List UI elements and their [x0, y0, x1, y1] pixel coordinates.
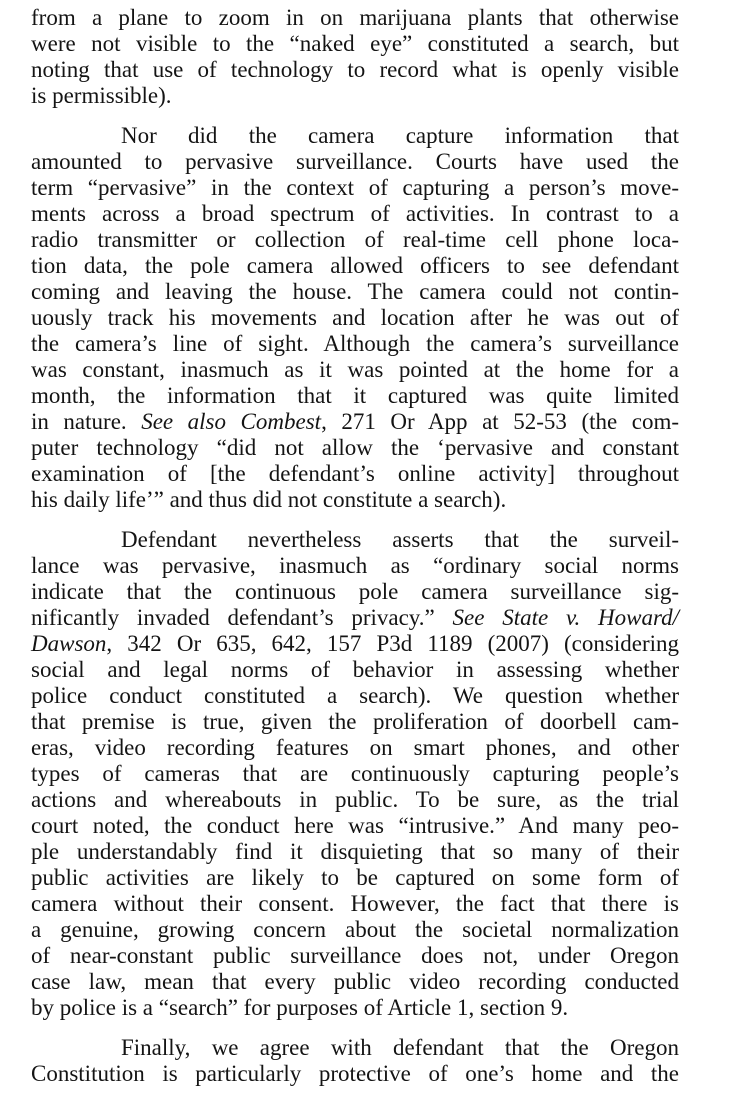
- body-text: a genuine, growing concern about the societal normalization: [31, 917, 679, 942]
- body-text: Constitution is particularly protective of one’s home and the: [31, 1061, 679, 1086]
- text-line: [31, 631, 679, 657]
- text-line: [31, 865, 679, 891]
- body-text: public activities are likely to be captured on some form of: [31, 865, 679, 890]
- body-text: coming and leaving the house. The camera could not contin-: [31, 279, 679, 304]
- text-line: [31, 995, 679, 1021]
- text-line: [31, 201, 679, 227]
- paragraph: [31, 1035, 679, 1087]
- text-line: [31, 487, 679, 513]
- body-text: term “pervasive” in the context of capturing a person’s move-: [31, 175, 679, 200]
- text-line: [31, 813, 679, 839]
- body-text: were not visible to the “naked eye” constituted a search, but: [31, 31, 679, 56]
- body-text: case law, mean that every public video recording conducted: [31, 969, 679, 994]
- body-text: by police is a “search” for purposes of Article 1, section 9.: [31, 995, 569, 1020]
- text-line: [31, 683, 679, 709]
- body-text: actions and whereabouts in public. To be sure, as the trial: [31, 787, 679, 812]
- body-text: puter technology “did not allow the ‘pervasive and constant: [31, 435, 679, 460]
- text-line: [31, 83, 679, 109]
- paragraph: [31, 5, 679, 109]
- body-text: ments across a broad spectrum of activities. In contrast to a: [31, 201, 679, 226]
- body-text: , 271 Or App at 52-53 (the com-: [321, 409, 680, 434]
- citation-italic-text: See State v. Howard/: [452, 605, 679, 630]
- text-line: [31, 409, 679, 435]
- body-text: Nor did the camera capture information that: [121, 123, 679, 148]
- text-line: [31, 969, 679, 995]
- text-line: [31, 123, 679, 149]
- text-line: [31, 149, 679, 175]
- text-line: [31, 57, 679, 83]
- body-text: is permissible).: [31, 83, 172, 108]
- body-text: lance was pervasive, inasmuch as “ordinary social norms: [31, 553, 679, 578]
- text-line: [31, 917, 679, 943]
- text-line: [31, 175, 679, 201]
- body-text: Defendant nevertheless asserts that the surveil-: [121, 527, 679, 552]
- text-line: [31, 357, 679, 383]
- text-line: [31, 735, 679, 761]
- text-line: [31, 839, 679, 865]
- body-text: that premise is true, given the proliferation of doorbell cam-: [31, 709, 679, 734]
- body-text: tion data, the pole camera allowed officers to see defendant: [31, 253, 679, 278]
- text-line: [31, 227, 679, 253]
- text-line: [31, 709, 679, 735]
- opinion-text-block: [31, 5, 679, 1087]
- text-line: [31, 579, 679, 605]
- text-line: [31, 943, 679, 969]
- body-text: of near-constant public surveillance does not, under Oregon: [31, 943, 679, 968]
- text-line: [31, 31, 679, 57]
- text-line: [31, 383, 679, 409]
- body-text: police conduct constituted a search). We question whether: [31, 683, 679, 708]
- text-line: [31, 279, 679, 305]
- body-text: court noted, the conduct here was “intrusive.” And many peo-: [31, 813, 679, 838]
- text-line: [31, 461, 679, 487]
- body-text: , 342 Or 635, 642, 157 P3d 1189 (2007) (considering: [106, 631, 679, 656]
- body-text: was constant, inasmuch as it was pointed at the home for a: [31, 357, 679, 382]
- body-text: amounted to pervasive surveillance. Courts have used the: [31, 149, 679, 174]
- citation-italic-text: Dawson: [31, 631, 107, 656]
- paragraph: [31, 123, 679, 513]
- paragraph: [31, 527, 679, 1021]
- text-line: [31, 527, 679, 553]
- body-text: eras, video recording features on smart phones, and other: [31, 735, 679, 760]
- body-text: radio transmitter or collection of real-time cell phone loca-: [31, 227, 679, 252]
- body-text: indicate that the continuous pole camera surveillance sig-: [31, 579, 679, 604]
- text-line: [31, 5, 679, 31]
- text-line: [31, 787, 679, 813]
- body-text: examination of [the defendant’s online activity] throughout: [31, 461, 679, 486]
- text-line: [31, 331, 679, 357]
- text-line: [31, 553, 679, 579]
- body-text: in nature.: [31, 409, 142, 434]
- body-text: nificantly invaded defendant’s privacy.”: [31, 605, 453, 630]
- text-line: [31, 435, 679, 461]
- text-line: [31, 1035, 679, 1061]
- text-line: [31, 305, 679, 331]
- text-line: [31, 253, 679, 279]
- body-text: camera without their consent. However, the fact that there is: [31, 891, 679, 916]
- body-text: the camera’s line of sight. Although the camera’s surveillance: [31, 331, 679, 356]
- text-line: [31, 761, 679, 787]
- body-text: types of cameras that are continuously capturing people’s: [31, 761, 679, 786]
- body-text: month, the information that it captured was quite limited: [31, 383, 679, 408]
- body-text: Finally, we agree with defendant that the Oregon: [121, 1035, 679, 1060]
- citation-italic-text: See also Combest: [141, 409, 322, 434]
- body-text: noting that use of technology to record what is openly visible: [31, 57, 679, 82]
- text-line: [31, 657, 679, 683]
- body-text: ple understandably find it disquieting that so many of their: [31, 839, 679, 864]
- body-text: uously track his movements and location after he was out of: [31, 305, 679, 330]
- text-line: [31, 1061, 679, 1087]
- text-line: [31, 891, 679, 917]
- body-text: social and legal norms of behavior in assessing whether: [31, 657, 679, 682]
- text-line: [31, 605, 679, 631]
- body-text: his daily life’” and thus did not constitute a search).: [31, 487, 507, 512]
- body-text: from a plane to zoom in on marijuana plants that otherwise: [31, 5, 679, 30]
